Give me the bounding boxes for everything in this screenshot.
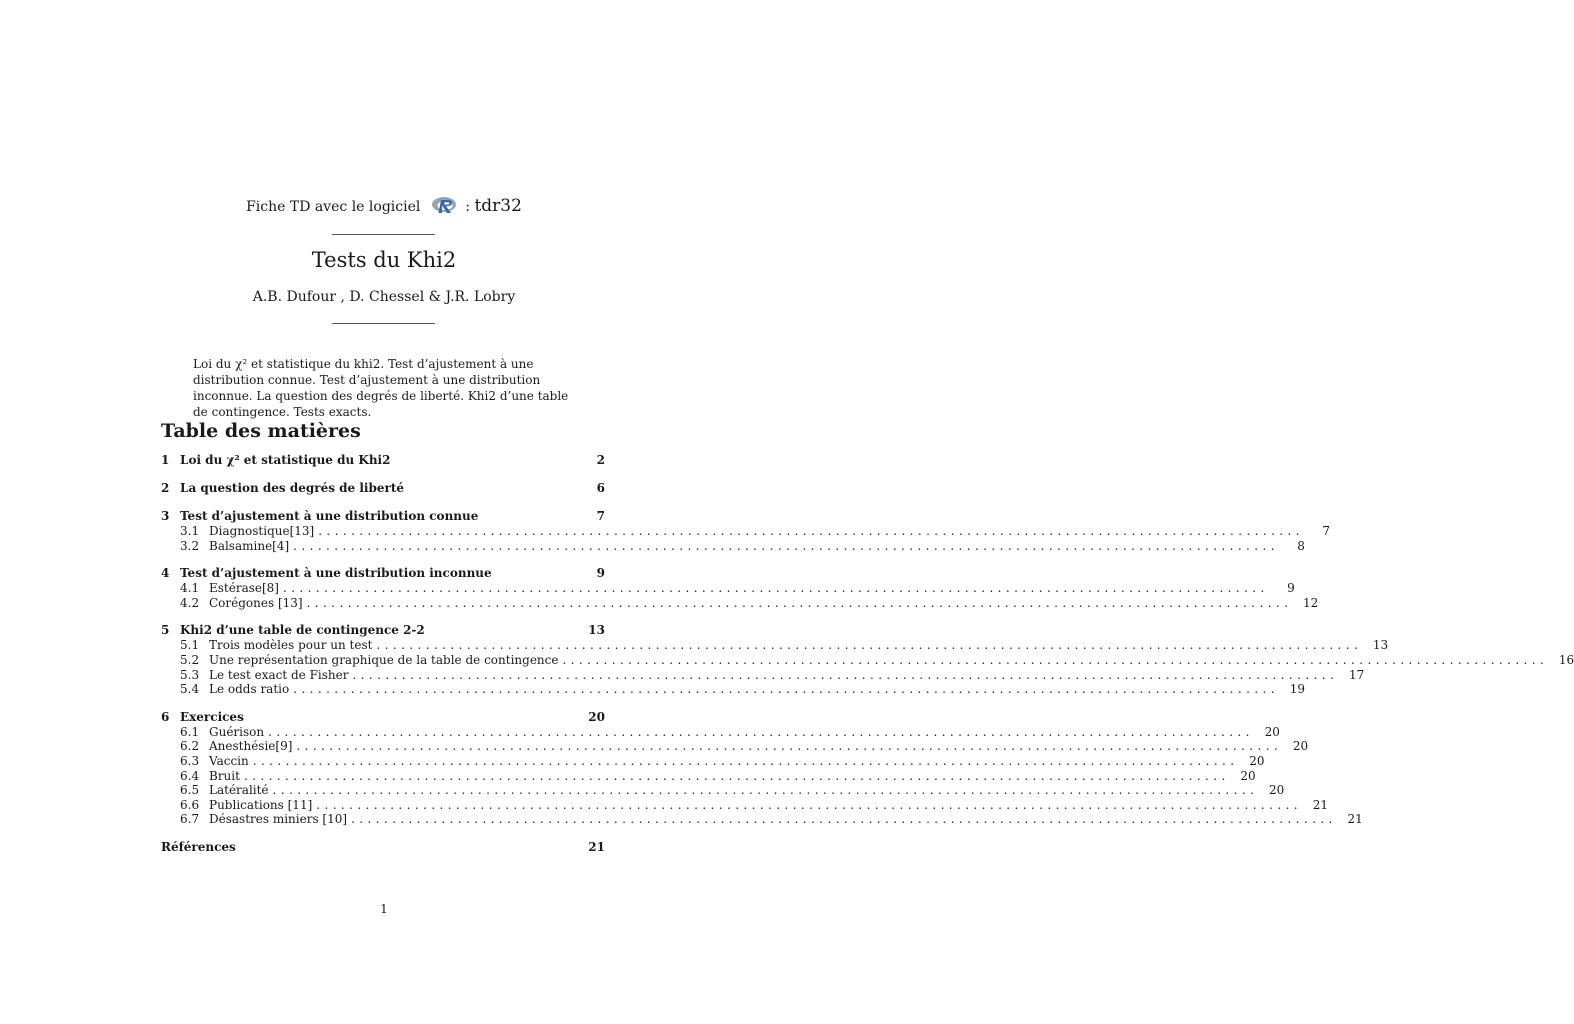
toc-section-number: 3 bbox=[161, 509, 170, 523]
toc-subsection-number: 6.7 bbox=[180, 812, 200, 827]
toc-subsection-title: Bruit bbox=[209, 769, 244, 784]
toc-subsection[interactable] bbox=[161, 724, 1280, 740]
toc-subsection-number: 6.3 bbox=[180, 753, 200, 768]
toc-subsection-page: 16 bbox=[1558, 652, 1574, 667]
toc-references-title: Références bbox=[161, 839, 236, 854]
toc-subsection-page: 8 bbox=[1297, 538, 1305, 553]
toc-subsection-page: 20 bbox=[1264, 724, 1280, 739]
toc-references[interactable] bbox=[161, 839, 605, 855]
page-number: 1 bbox=[380, 902, 388, 916]
toc-subsection-page: 20 bbox=[1292, 739, 1309, 754]
toc-subsection[interactable] bbox=[161, 797, 1328, 813]
toc-subsection-number: 6.2 bbox=[180, 739, 200, 754]
toc-section-page: 2 bbox=[596, 453, 605, 467]
toc-subsection-number: 6.5 bbox=[180, 783, 200, 798]
toc-leader-dots: ........................................................................................................................ bbox=[293, 682, 1279, 697]
toc-section-title: Loi du χ² et statistique du Khi2 bbox=[180, 453, 391, 467]
toc-subsection-number: 3.2 bbox=[180, 538, 200, 553]
toc-subsection-page: 17 bbox=[1348, 667, 1365, 682]
toc-leader-dots: ........................................................................................................................ bbox=[272, 783, 1259, 798]
toc-section-page: 13 bbox=[588, 623, 605, 638]
toc-subsection[interactable] bbox=[161, 783, 1285, 798]
toc-leader-dots: ........................................................................................................................ bbox=[306, 595, 1293, 610]
fiche-header bbox=[0, 196, 768, 218]
toc-subsection-page: 21 bbox=[1312, 797, 1328, 812]
toc-section-number: 5 bbox=[161, 623, 170, 638]
toc-subsection-page: 12 bbox=[1303, 595, 1319, 610]
fiche-separator: : bbox=[465, 199, 470, 215]
toc-subsection-number: 6.4 bbox=[180, 768, 200, 783]
toc-section-number: 1 bbox=[161, 453, 170, 467]
authors: A.B. Dufour , D. Chessel & J.R. Lobry bbox=[252, 289, 516, 305]
toc-subsection-number: 6.1 bbox=[180, 724, 200, 739]
toc-section-number: 6 bbox=[161, 709, 170, 724]
toc-subsection-number: 5.1 bbox=[180, 638, 200, 653]
toc-section[interactable] bbox=[161, 452, 605, 468]
toc-subsection[interactable] bbox=[161, 652, 1574, 668]
toc-heading: Table des matières bbox=[161, 420, 361, 442]
abstract: Loi du χ² et statistique du khi2. Test d’ajustement à une distribution connue. Test d’ajustement à une distribution inconnue. La question des degrés de liberté. Khi2 d’une table de contingence. Tests exacts. bbox=[193, 357, 569, 419]
title-rule-top bbox=[332, 234, 435, 235]
toc-section-number: 2 bbox=[161, 481, 170, 495]
toc-leader-dots: ........................................................................................................................ bbox=[318, 524, 1304, 538]
toc-subsection-title: Trois modèles pour un test bbox=[209, 638, 376, 653]
toc-subsection-page: 20 bbox=[1269, 783, 1285, 798]
toc-subsection-number: 6.6 bbox=[180, 797, 200, 812]
toc-section-title: La question des degrés de liberté bbox=[180, 481, 405, 495]
toc-subsection-title: Latéralité bbox=[209, 783, 273, 798]
toc-subsection-page: 19 bbox=[1289, 682, 1305, 697]
toc-section-page: 7 bbox=[596, 509, 605, 523]
toc-subsection-title: Guérison bbox=[209, 725, 268, 740]
toc-leader-dots: ........................................................................................................................ bbox=[283, 581, 1269, 596]
toc-subsection-number: 3.1 bbox=[180, 524, 200, 538]
toc-section-number: 4 bbox=[161, 566, 170, 581]
toc-section[interactable] bbox=[161, 622, 605, 638]
toc-section-title: Test d’ajustement à une distribution connue bbox=[180, 509, 479, 523]
toc-subsection-title: Balsamine[4] bbox=[209, 539, 293, 554]
toc-section[interactable] bbox=[161, 508, 605, 524]
toc-subsection-number: 4.1 bbox=[180, 581, 200, 596]
title-rule-bottom bbox=[332, 323, 435, 324]
toc-section-page: 9 bbox=[596, 566, 605, 581]
fiche-prefix: Fiche TD avec le logiciel bbox=[246, 199, 421, 215]
toc-subsection[interactable] bbox=[161, 667, 1365, 683]
document-title: Tests du Khi2 bbox=[311, 248, 457, 272]
toc-subsection[interactable] bbox=[161, 524, 1330, 539]
toc-subsection[interactable] bbox=[161, 753, 1265, 769]
toc-leader-dots: ........................................................................................................................ bbox=[376, 638, 1363, 653]
toc-subsection[interactable] bbox=[161, 581, 1295, 596]
toc-leader-dots: ........................................................................................................................ bbox=[562, 652, 1549, 667]
toc-section[interactable] bbox=[161, 565, 605, 581]
toc-subsection-number: 5.2 bbox=[180, 652, 200, 667]
toc-subsection-title: Une représentation graphique de la table de contingence bbox=[209, 653, 562, 668]
toc-subsection[interactable] bbox=[161, 768, 1256, 784]
toc-subsection-title: Diagnostique[13] bbox=[209, 524, 318, 539]
toc-subsection-title: Anesthésie[9] bbox=[209, 739, 296, 754]
toc-subsection[interactable] bbox=[161, 595, 1319, 611]
toc-leader-dots: ........................................................................................................................ bbox=[252, 753, 1239, 768]
toc-section-title: Test d’ajustement à une distribution inconnue bbox=[180, 566, 492, 581]
toc-leader-dots: ........................................................................................................................ bbox=[296, 739, 1283, 754]
toc-subsection-title: Estérase[8] bbox=[209, 581, 283, 596]
toc-section[interactable] bbox=[161, 480, 605, 496]
toc-leader-dots: ........................................................................................................................ bbox=[243, 768, 1230, 783]
toc-leader-dots: ........................................................................................................................ bbox=[352, 667, 1339, 682]
toc-leader-dots: ........................................................................................................................ bbox=[293, 538, 1279, 553]
r-logo-icon bbox=[431, 196, 457, 218]
toc-subsection[interactable] bbox=[161, 682, 1305, 697]
toc-subsection-page: 20 bbox=[1240, 768, 1256, 783]
toc-section-title: Exercices bbox=[180, 709, 244, 724]
toc-section-title: Khi2 d’une table de contingence 2-2 bbox=[180, 623, 425, 638]
toc-subsection-page: 13 bbox=[1372, 638, 1389, 653]
toc-section[interactable] bbox=[161, 709, 605, 725]
toc-subsection-title: Le odds ratio bbox=[209, 682, 293, 697]
toc-subsection-number: 5.4 bbox=[180, 682, 200, 697]
toc-section-page: 6 bbox=[596, 481, 605, 495]
toc-subsection-page: 21 bbox=[1347, 812, 1363, 827]
toc-subsection[interactable] bbox=[161, 812, 1363, 827]
toc-subsection[interactable] bbox=[161, 638, 1389, 653]
toc-subsection-title: Corégones [13] bbox=[209, 596, 307, 611]
fiche-code: tdr32 bbox=[474, 196, 522, 216]
toc-references-page: 21 bbox=[588, 839, 605, 854]
toc-subsection-title: Publications [11] bbox=[209, 798, 316, 813]
toc-subsection-page: 7 bbox=[1322, 524, 1330, 538]
toc-subsection-title: Vaccin bbox=[209, 754, 253, 769]
toc-subsection-page: 9 bbox=[1287, 581, 1295, 596]
toc-leader-dots: ........................................................................................................................ bbox=[316, 797, 1302, 812]
table-of-contents bbox=[161, 452, 1574, 855]
toc-subsection[interactable] bbox=[161, 739, 1309, 754]
toc-leader-dots: ........................................................................................................................ bbox=[268, 724, 1254, 739]
toc-subsection[interactable] bbox=[161, 538, 1305, 554]
toc-subsection-number: 5.3 bbox=[180, 667, 200, 682]
toc-subsection-page: 20 bbox=[1249, 753, 1265, 768]
toc-subsection-title: Désastres miniers [10] bbox=[209, 812, 351, 827]
toc-subsection-title: Le test exact de Fisher bbox=[209, 668, 352, 683]
toc-subsection-number: 4.2 bbox=[180, 595, 200, 610]
toc-leader-dots: ........................................................................................................................ bbox=[351, 812, 1337, 827]
toc-section-page: 20 bbox=[588, 709, 605, 724]
